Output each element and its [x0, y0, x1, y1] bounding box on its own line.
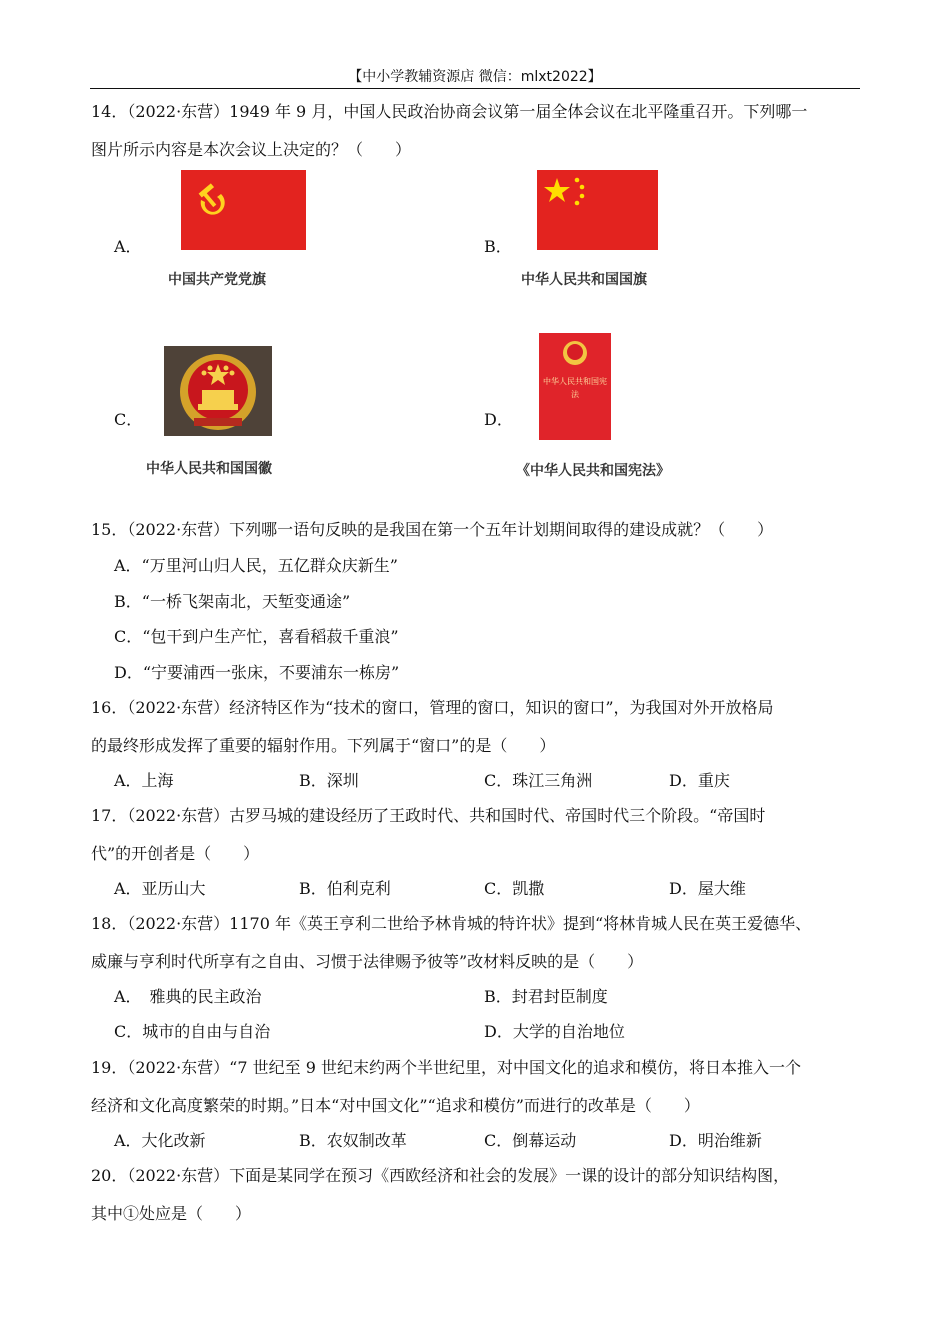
q17-option-b[interactable]: B．伯利克利 — [299, 879, 391, 898]
q16-option-d[interactable]: D．重庆 — [669, 771, 730, 790]
constitution-book-image — [539, 333, 611, 440]
q15-option-a[interactable]: A．“万里河山归人民，五亿群众庆新生” — [114, 556, 398, 575]
q18-option-c[interactable]: C．城市的自由与自治 — [114, 1022, 271, 1041]
page-header: 【中小学教辅资源店 微信：mlxt2022】 — [348, 69, 602, 85]
q15-option-b[interactable]: B．“一桥飞架南北，天堑变通途” — [114, 592, 351, 611]
q15-line-1: 15．（2022·东营）下列哪一语句反映的是我国在第一个五年计划期间取得的建设成就？（ ） — [91, 520, 774, 539]
q14-option-a-caption: 中国共产党党旗 — [168, 272, 266, 288]
q19-option-c[interactable]: C．倒幕运动 — [484, 1131, 577, 1150]
q19-option-b[interactable]: B．农奴制改革 — [299, 1131, 407, 1150]
emblem-icon — [539, 333, 611, 373]
q14-option-b-caption: 中华人民共和国国旗 — [521, 272, 647, 288]
book-title: 中华人民共和国宪 法 — [543, 377, 607, 399]
q20-line-1: 20．（2022·东营）下面是某同学在预习《西欧经济和社会的发展》一课的设计的部分知识结构图， — [91, 1166, 790, 1185]
q14-option-d-letter[interactable]: D． — [484, 410, 513, 429]
q16-line-1: 16．（2022·东营）经济特区作为“技术的窗口，管理的窗口，知识的窗口”，为我国对外开放格局 — [91, 698, 774, 717]
q19-option-d[interactable]: D．明治维新 — [669, 1131, 762, 1150]
q14-option-b-letter[interactable]: B． — [484, 237, 512, 256]
q17-option-d[interactable]: D．屋大维 — [669, 879, 746, 898]
q16-option-b[interactable]: B．深圳 — [299, 771, 359, 790]
q19-line-1: 19．（2022·东营）“7 世纪至 9 世纪末约两个半世纪里，对中国文化的追求和模仿，将日本推入一个 — [91, 1058, 801, 1077]
q16-line-2: 的最终形成发挥了重要的辐射作用。下列属于“窗口”的是（ ） — [91, 736, 556, 755]
q14-line-2: 图片所示内容是本次会议上决定的？（ ） — [91, 140, 412, 159]
q17-line-2: 代”的开创者是（ ） — [91, 844, 260, 863]
q14-option-a-letter[interactable]: A． — [114, 237, 142, 256]
q18-line-1: 18．（2022·东营）1170 年《英王亨利二世给予林肯城的特许状》提到“将林肯城人民在英王爱德华、 — [91, 914, 812, 933]
national-emblem-image — [164, 346, 272, 436]
q16-option-a[interactable]: A．上海 — [114, 771, 174, 790]
q19-line-2: 经济和文化高度繁荣的时期。”日本“对中国文化”“追求和模仿”而进行的改革是（ ） — [91, 1096, 700, 1115]
q14-option-c-letter[interactable]: C． — [114, 410, 143, 429]
q17-line-1: 17．（2022·东营）古罗马城的建设经历了王政时代、共和国时代、帝国时代三个阶段。“帝国时 — [91, 806, 766, 825]
q14-line-1: 14．（2022·东营）1949 年 9 月，中国人民政治协商会议第一届全体会议在北平隆重召开。下列哪一 — [91, 102, 808, 121]
q14-option-c-caption: 中华人民共和国国徽 — [146, 461, 272, 477]
q18-line-2: 威廉与亨利时代所享有之自由、习惯于法律赐予彼等”改材料反映的是（ ） — [91, 952, 644, 971]
q20-line-2: 其中①处应是（ ） — [91, 1204, 252, 1223]
q15-option-d[interactable]: D．“宁要浦西一张床，不要浦东一栋房” — [114, 663, 400, 682]
q15-option-c[interactable]: C．“包干到户生产忙，喜看稻菽千重浪” — [114, 627, 399, 646]
q18-option-d[interactable]: D．大学的自治地位 — [484, 1022, 625, 1041]
party-flag-image — [181, 170, 306, 250]
national-flag-image — [537, 170, 658, 250]
q17-option-a[interactable]: A．亚历山大 — [114, 879, 206, 898]
q18-option-a[interactable]: A． 雅典的民主政治 — [114, 987, 262, 1006]
header-rule — [90, 88, 860, 89]
q19-option-a[interactable]: A．大化改新 — [114, 1131, 206, 1150]
q16-option-c[interactable]: C．珠江三角洲 — [484, 771, 593, 790]
q14-option-d-caption: 《中华人民共和国宪法》 — [516, 463, 670, 479]
q17-option-c[interactable]: C．凯撒 — [484, 879, 545, 898]
q18-option-b[interactable]: B．封君封臣制度 — [484, 987, 608, 1006]
